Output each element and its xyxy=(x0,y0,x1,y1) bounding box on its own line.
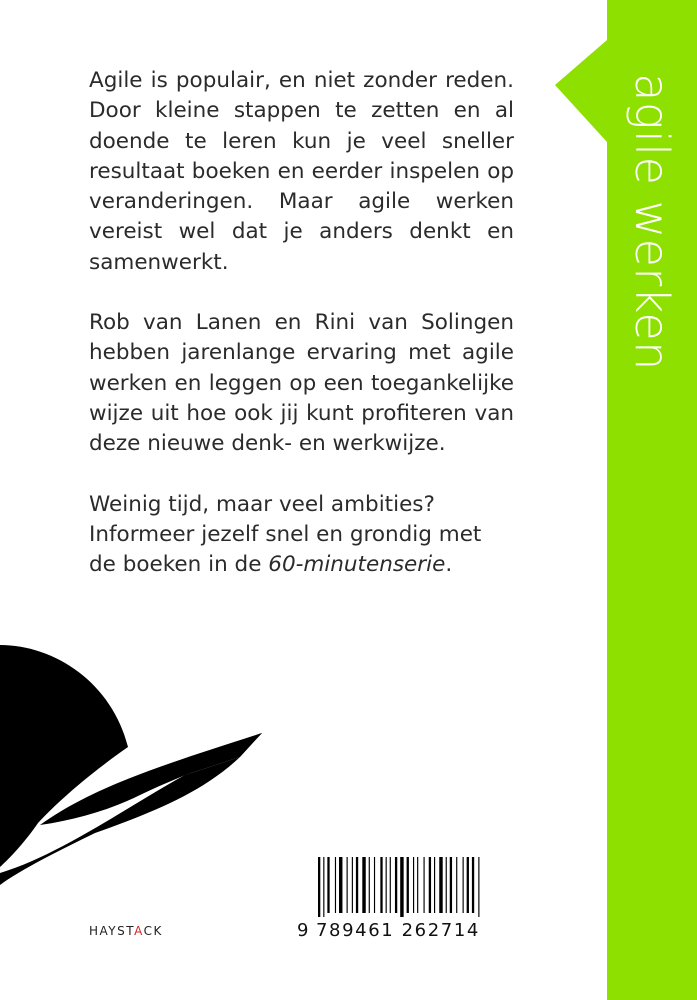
blurb-paragraph-1: Agile is populair, en niet zonder reden. Door kleine stappen te zetten en al doende te leren kun je veel sneller resultaat boeken en eerder inspelen op veranderingen. Maar agile werken vereist wel dat je anders denkt en samenwerkt. xyxy=(89,68,514,275)
barcode-bar xyxy=(463,857,464,913)
publisher-name-accent: A xyxy=(134,924,144,938)
isbn-barcode xyxy=(318,857,503,917)
series-name: 60-minutenserie xyxy=(268,552,446,578)
barcode-bar xyxy=(429,857,431,913)
barcode-bar xyxy=(400,857,403,917)
barcode-bar xyxy=(450,857,452,913)
barcode-lead-digit: 9 xyxy=(297,920,309,941)
barcode-bar xyxy=(446,857,447,913)
publisher-name-part-1: HAYST xyxy=(89,924,135,938)
barcode-bar xyxy=(339,857,342,913)
barcode-bar xyxy=(374,857,375,913)
barcode-bar xyxy=(395,857,397,913)
barcode-bar xyxy=(424,857,425,913)
barcode-bar xyxy=(323,857,324,917)
barcode-digits: 789461 262714 xyxy=(316,920,480,941)
publisher-name-part-2: CK xyxy=(143,924,163,938)
barcode-bar xyxy=(390,857,391,913)
barcode-bar xyxy=(369,857,370,913)
blurb-paragraph-3 xyxy=(89,490,514,581)
barcode-bar xyxy=(413,857,414,913)
barcode-bar xyxy=(380,857,382,913)
publisher-logo xyxy=(89,924,163,938)
blurb-paragraph-2: Rob van Lanen en Rini van Solingen hebben jarenlange ervaring met agile werken en leggen op een toegankelijke wijze uit hoe ook jij kunt profiteren van deze nieuwe denk- en werkwijze. xyxy=(89,310,514,457)
barcode-bar xyxy=(434,857,435,913)
barcode-bar xyxy=(478,857,479,917)
spine-arrow-tab xyxy=(555,40,615,150)
barcode-bar xyxy=(347,857,348,913)
barcode-bar xyxy=(439,857,442,913)
barcode-bar xyxy=(386,857,387,913)
barcode-bar xyxy=(456,857,457,913)
logo-dark-mass xyxy=(0,645,128,867)
barcode-bar xyxy=(327,857,329,913)
barcode-bar xyxy=(335,857,336,913)
barcode-bar xyxy=(472,857,474,913)
barcode-bar xyxy=(362,857,365,913)
barcode-bar xyxy=(318,857,320,917)
barcode-bar xyxy=(356,857,358,913)
barcode-bar xyxy=(352,857,353,913)
blurb-paragraph-3-end: . xyxy=(445,552,453,578)
barcode-bar xyxy=(467,857,469,913)
barcode-bar xyxy=(407,857,409,913)
barcode-bar xyxy=(417,857,418,913)
blurb-paragraph-3-start: Weinig tijd, maar veel ambities? Informeer jezelf snel en grondig met de boeken in de xyxy=(89,491,482,578)
ship-bow-logo-art xyxy=(0,645,300,905)
blurb-text xyxy=(89,66,514,610)
spine-title: agile werken xyxy=(625,73,679,371)
